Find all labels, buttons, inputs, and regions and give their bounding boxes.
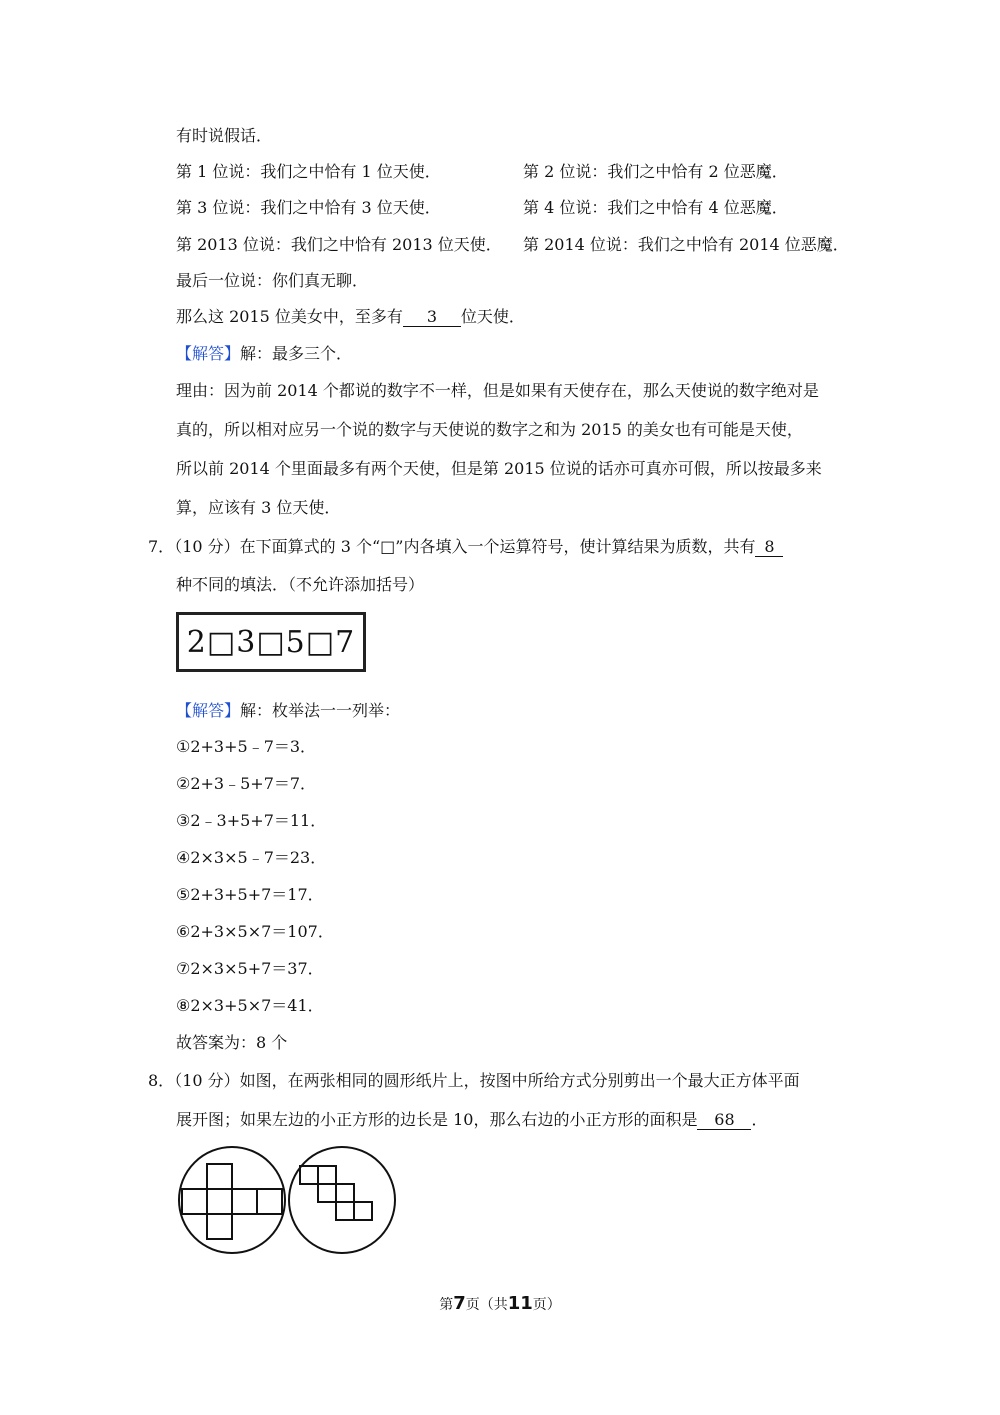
q6-reason-line-2: 真的，所以相对应另一个说的数字与天使说的数字之和为 2015 的美女也有可能是天使， xyxy=(176,420,803,439)
q8-answer-blank: 68 xyxy=(697,1111,751,1130)
q7-text-1: （10 分）在下面算式的 3 个“□”内各填入一个运算符号，使计算结果为质数，共有 xyxy=(174,537,756,556)
q7-item-3: ③2﹣3+5+7＝11． xyxy=(176,811,327,830)
q6-statement-2: 第 2 位说：我们之中恰有 2 位恶魔． xyxy=(523,162,788,181)
q6-answer-blank: 3 xyxy=(403,308,461,327)
q6-question-pre: 那么这 2015 位美女中，至多有 xyxy=(176,307,403,326)
q7-item-4: ④2×3×5﹣7＝23． xyxy=(176,848,327,867)
q6-solution-tag: 【解答】 xyxy=(176,344,241,363)
q6-reason-line-1: 理由：因为前 2014 个都说的数字不一样，但是如果有天使存在，那么天使说的数字绝对是 xyxy=(176,381,819,400)
q8-line-1 xyxy=(148,1070,800,1092)
q6-question xyxy=(176,306,525,328)
q7-item-5: ⑤2+3+5+7＝17． xyxy=(176,885,324,904)
q6-statement-1: 第 1 位说：我们之中恰有 1 位天使． xyxy=(176,162,441,181)
q7-item-6: ⑥2+3×5×7＝107． xyxy=(176,922,334,941)
left-cube-net xyxy=(182,1164,282,1239)
q7-answer-blank: 8 xyxy=(755,538,783,557)
footer-page-number: 7 xyxy=(453,1293,466,1314)
q6-statement-4: 第 4 位说：我们之中恰有 4 位恶魔． xyxy=(523,198,788,217)
q7-solution-head xyxy=(176,700,400,722)
page-footer xyxy=(0,1293,1000,1314)
q6-solution-head xyxy=(176,343,352,365)
q8-line-2 xyxy=(176,1109,767,1131)
q7-solution-text: 解：枚举法一一列举： xyxy=(240,701,401,720)
q8-text-2: 展开图；如果左边的小正方形的边长是 10，那么右边的小正方形的面积是 xyxy=(176,1110,698,1129)
right-cube-net xyxy=(300,1166,372,1220)
q7-conclusion: 故答案为：8 个 xyxy=(176,1033,288,1052)
q7-expression-box xyxy=(176,612,366,672)
q8-text-1: （10 分）如图，在两张相同的圆形纸片上，按图中所给方式分别剪出一个最大正方体平面 xyxy=(174,1071,800,1090)
q6-question-post: 位天使． xyxy=(460,307,525,326)
q6-statement-2013: 第 2013 位说：我们之中恰有 2013 位天使． xyxy=(176,235,502,254)
q7-item-1: ①2+3+5﹣7＝3． xyxy=(176,737,317,756)
footer-total-pages: 11 xyxy=(507,1293,533,1314)
right-circle xyxy=(289,1147,395,1253)
footer-post: 页） xyxy=(532,1297,561,1313)
q7-item-8: ⑧2×3+5×7＝41． xyxy=(176,996,324,1015)
q6-intro-tail: 有时说假话． xyxy=(176,126,273,145)
q7-item-7: ⑦2×3×5+7＝37． xyxy=(176,959,324,978)
q6-reason-line-4: 算，应该有 3 位天使． xyxy=(176,498,341,517)
q7-item-2: ②2+3﹣5+7＝7． xyxy=(176,774,317,793)
footer-mid: 页（共 xyxy=(465,1297,508,1313)
q7-number: 7． xyxy=(148,537,175,556)
q7-line-2: 种不同的填法．（不允许添加括号） xyxy=(176,575,425,594)
q6-statement-3: 第 3 位说：我们之中恰有 3 位天使． xyxy=(176,198,441,217)
q6-reason-line-3: 所以前 2014 个里面最多有两个天使，但是第 2015 位说的话亦可真亦可假，所以按最多来 xyxy=(176,459,822,478)
footer-pre: 第 xyxy=(439,1297,454,1313)
q8-number: 8． xyxy=(148,1071,175,1090)
q8-text-2-end: ． xyxy=(751,1110,768,1129)
q6-solution-text: 解：最多三个． xyxy=(240,344,353,363)
q7-expression: 2□3□5□7 xyxy=(186,624,356,660)
q6-statement-2014: 第 2014 位说：我们之中恰有 2014 位恶魔． xyxy=(523,235,849,254)
q6-last-statement: 最后一位说：你们真无聊． xyxy=(176,271,369,290)
q7-solution-tag: 【解答】 xyxy=(176,701,241,720)
cube-net-figure xyxy=(176,1144,400,1256)
q7-line-1 xyxy=(148,536,783,558)
